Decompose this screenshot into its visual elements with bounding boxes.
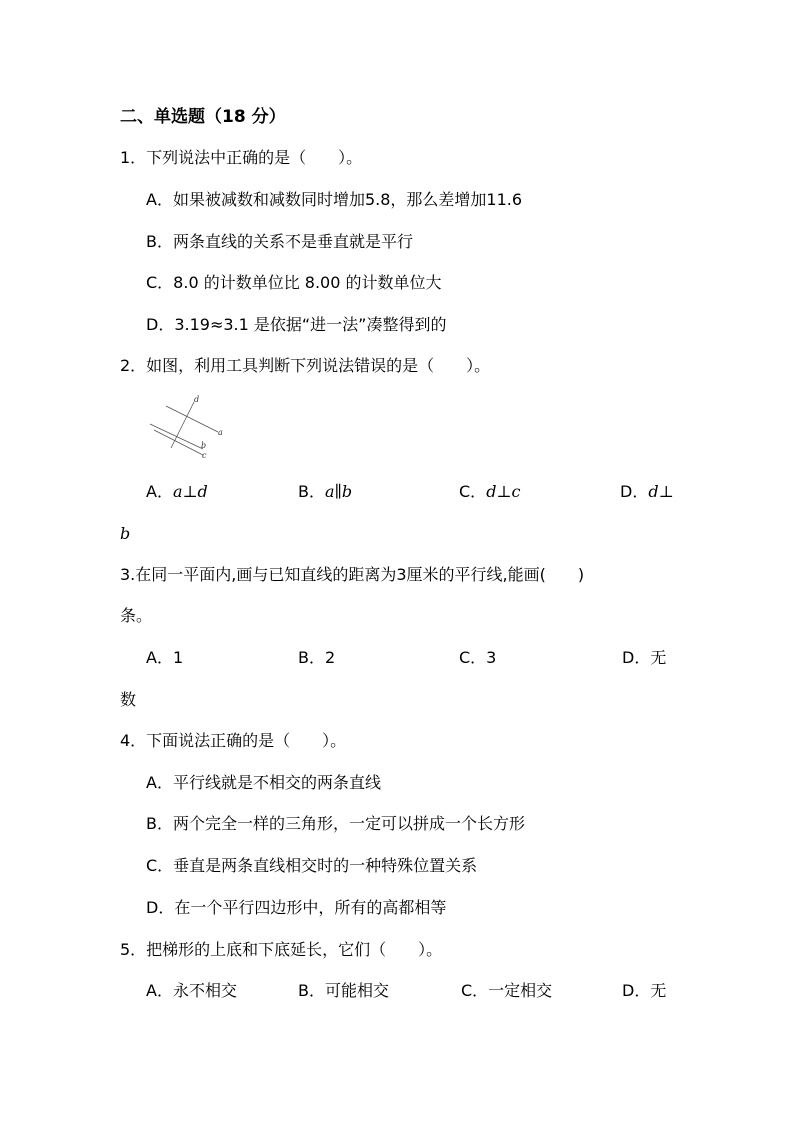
question-3-stem: 3.在同一平面内,画与已知直线的距离为3厘米的平行线,能画( ) [120,565,585,584]
question-3-option-c: C．3 [459,648,497,667]
question-5-option-b: B．可能相交 [298,981,389,1000]
question-5-option-d: D．无 [622,981,667,1000]
option-a-expression: a⊥d [172,482,208,501]
lines-figure [146,392,236,464]
question-2-option-c [459,482,520,502]
question-3-option-d-wrap: 数 [120,690,137,709]
option-b-prefix: B． [298,482,325,501]
question-5-stem: 5．把梯形的上底和下底延长，它们（ ）。 [120,940,443,959]
question-2-option-b [298,482,352,502]
line-a [166,406,218,432]
question-2-option-a [146,482,208,502]
question-4-option-b: B．两个完全一样的三角形，一定可以拼成一个长方形 [146,814,525,833]
question-4-option-a: A．平行线就是不相交的两条直线 [146,773,381,792]
line-d [171,402,194,448]
question-4-stem: 4．下面说法正确的是（ ）。 [120,731,347,750]
question-1-option-a: A．如果被减数和减数同时增加5.8，那么差增加11.6 [146,190,523,209]
option-c-expression: d⊥c [486,482,521,501]
question-1-option-c: C．8.0 的计数单位比 8.00 的计数单位大 [146,273,442,292]
question-4-option-c: C．垂直是两条直线相交时的一种特殊位置关系 [146,856,478,875]
question-3-option-b: B．2 [298,648,336,667]
question-1-stem: 1．下列说法中正确的是（ ）。 [120,148,363,167]
question-1-option-b: B．两条直线的关系不是垂直就是平行 [146,232,413,251]
question-3-option-d: D．无 [622,648,667,667]
question-3-stem-wrap: 条。 [120,606,153,625]
question-4-option-d: D．在一个平行四边形中，所有的高都相等 [146,898,447,917]
label-b: b [201,441,207,450]
section-title: 二、单选题（18 分） [120,107,286,127]
question-2-option-d-wrap: b [120,524,131,543]
question-2-stem: 2．如图，利用工具判断下列说法错误的是（ ）。 [120,356,491,375]
question-3-option-a: A．1 [146,648,184,667]
question-5-option-a: A．永不相交 [146,981,237,1000]
option-d-prefix: D． [620,482,649,501]
label-a: a [218,428,223,437]
label-d: d [194,395,200,404]
option-a-prefix: A． [146,482,173,501]
line-b [150,424,203,449]
option-d-expression: d⊥ [648,482,674,501]
question-5-option-c: C．一定相交 [461,981,553,1000]
question-1-option-d: D．3.19≈3.1 是依据“进一法”凑整得到的 [146,315,447,334]
option-c-prefix: C． [459,482,487,501]
question-2-option-d [620,482,674,502]
label-c: c [202,451,207,460]
option-b-expression: a∥b [324,482,353,501]
